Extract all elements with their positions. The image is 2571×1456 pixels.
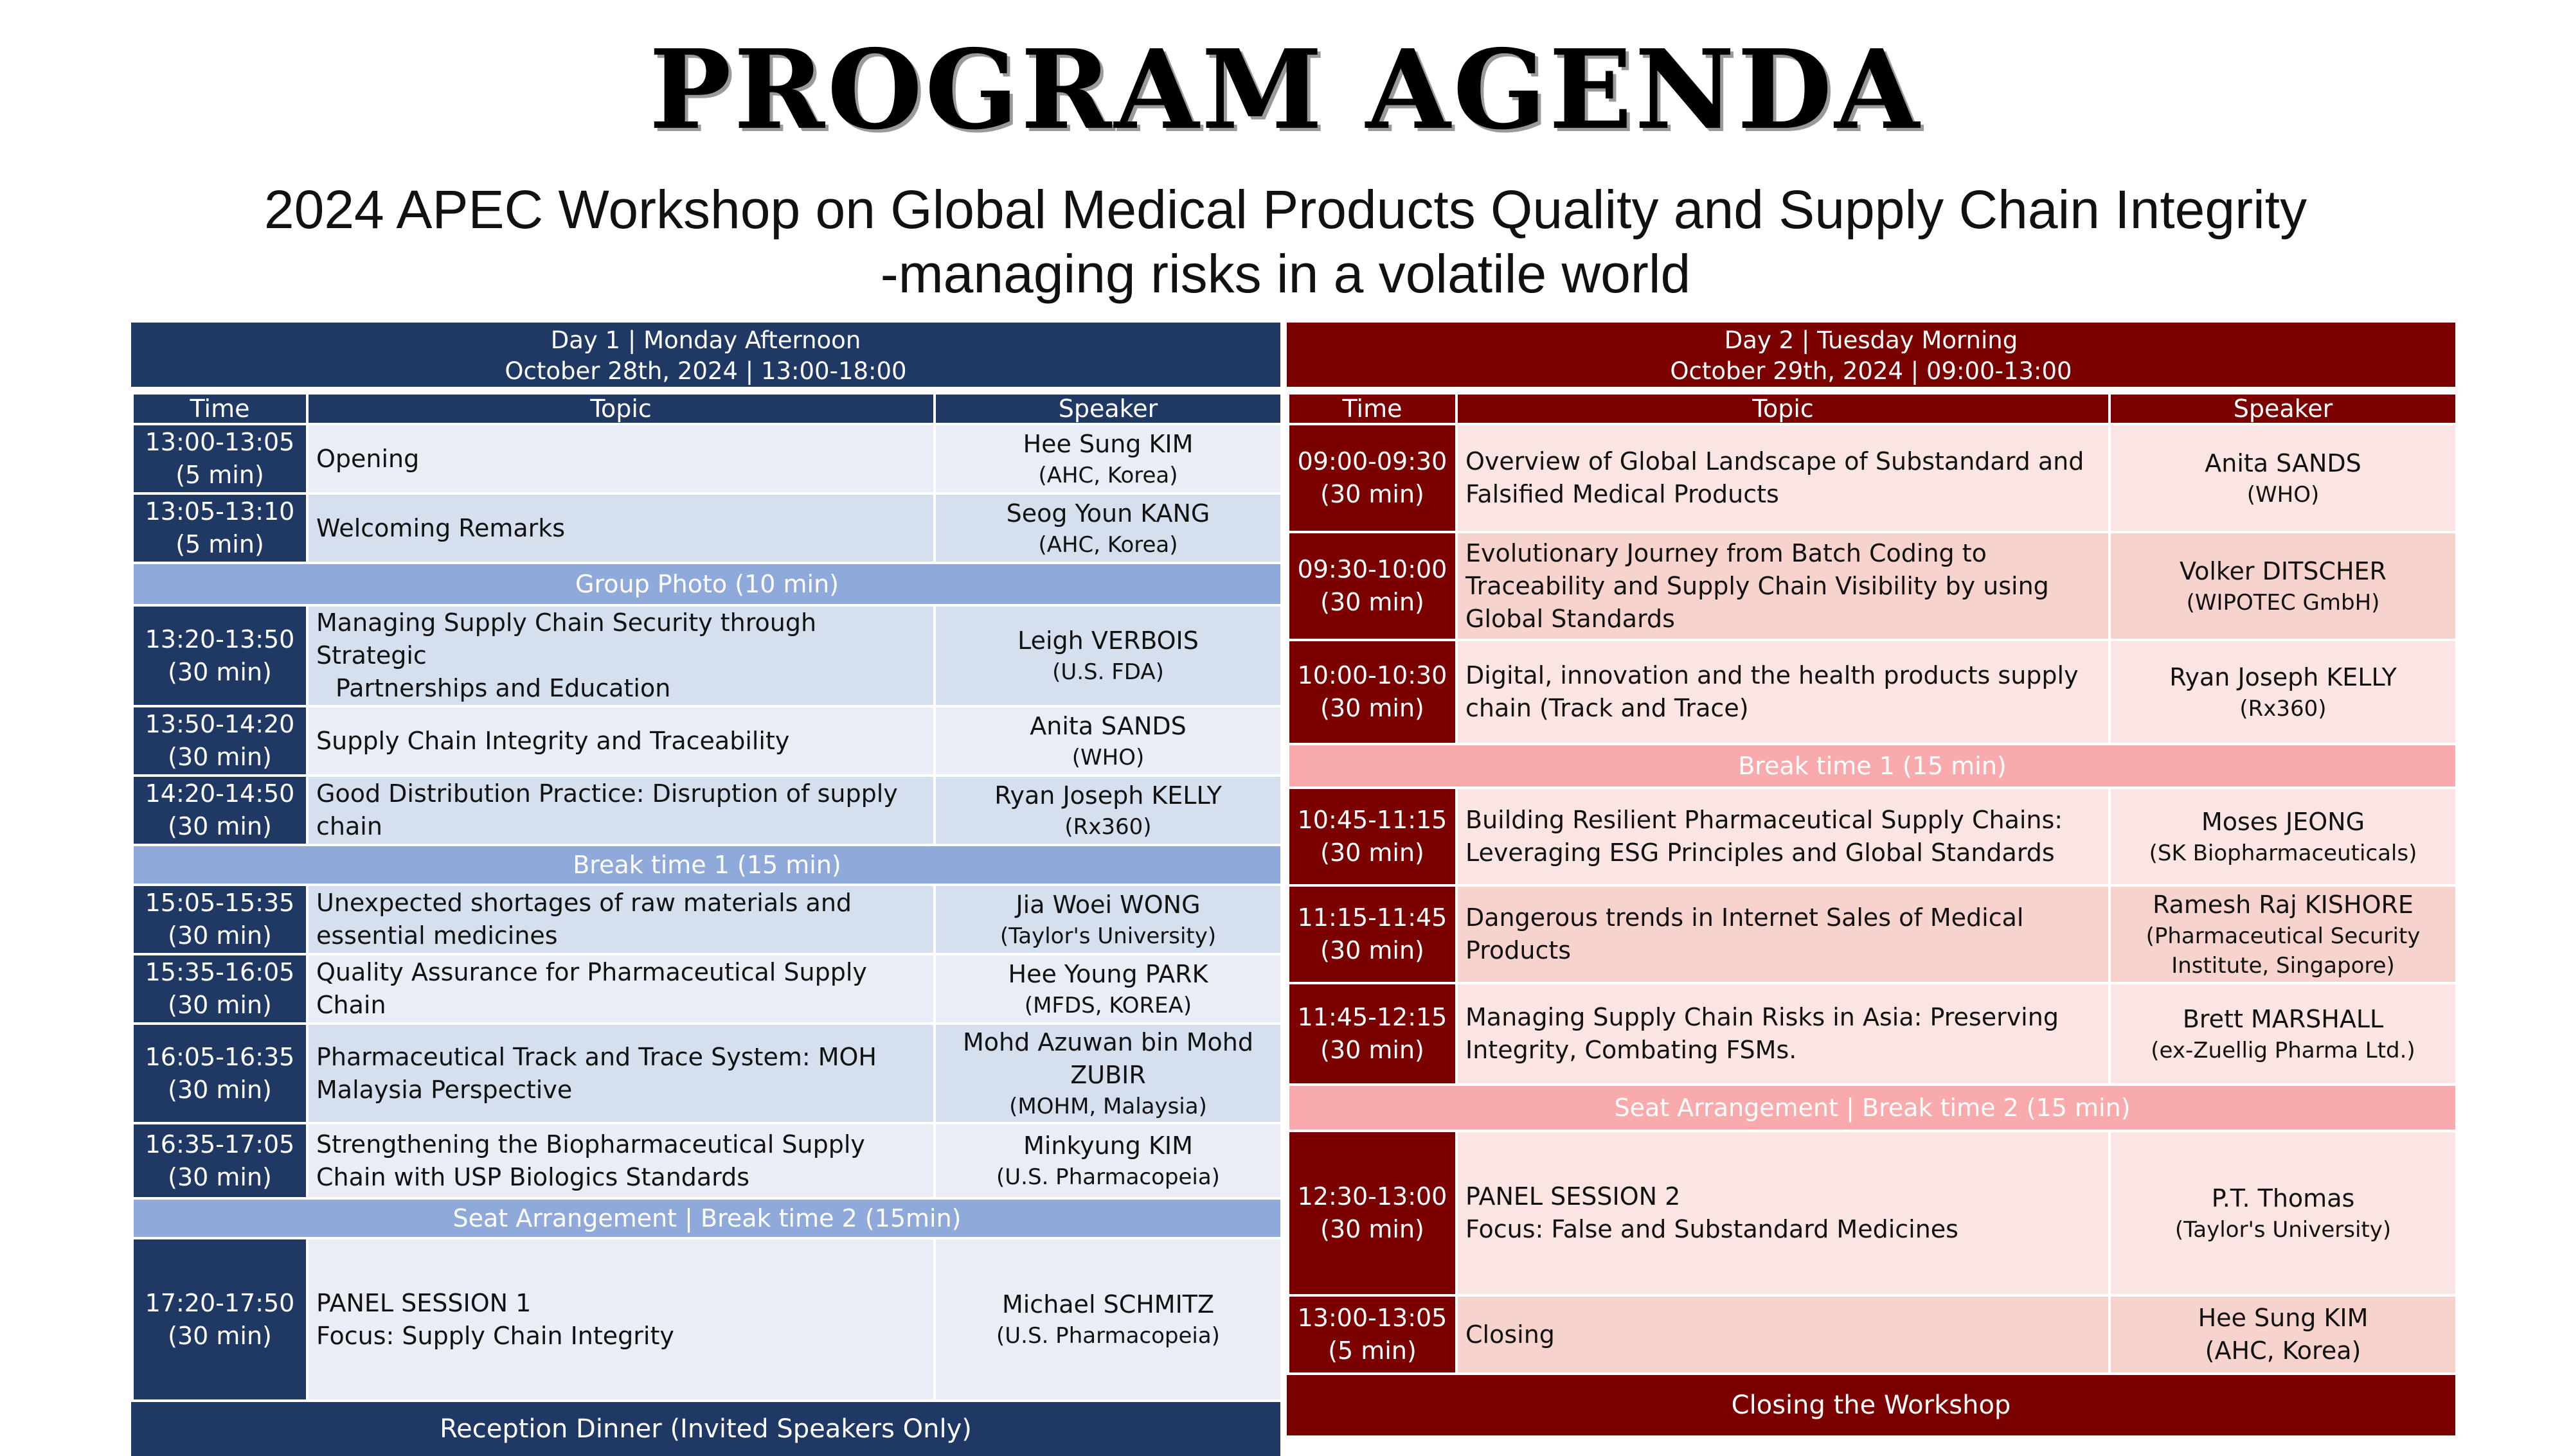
break-label: Seat Arrangement | Break time 2 (15min) [132,1198,1282,1238]
table-row [132,493,1282,563]
session-topic: Unexpected shortages of raw materials and essential medicines [307,885,935,954]
col-topic: Topic [1456,393,2110,424]
session-time: 09:30-10:00 (30 min) [1288,532,1456,640]
break-label: Group Photo (10 min) [132,563,1282,605]
day1-footer: Reception Dinner (Invited Speakers Only) [131,1402,1280,1456]
table-row [1288,640,2457,744]
session-speaker: Hee Young PARK (MFDS, KOREA) [935,954,1282,1024]
session-topic: Supply Chain Integrity and Traceability [307,706,935,776]
break-row [132,563,1282,605]
day2-header-title: Day 2 | Tuesday Morning [1724,326,2018,354]
table-row [132,776,1282,845]
session-topic: Evolutionary Journey from Batch Coding to Traceability and Supply Chain Visibility by using Global Standards [1456,532,2110,640]
day1-header [131,323,1280,387]
session-time: 10:00-10:30 (30 min) [1288,640,1456,744]
day1-header-title: Day 1 | Monday Afternoon [550,326,861,354]
session-time: 09:00-09:30 (30 min) [1288,424,1456,532]
session-time: 16:35-17:05 (30 min) [132,1123,307,1198]
table-row [1288,983,2457,1085]
session-speaker: Michael SCHMITZ (U.S. Pharmacopeia) [935,1238,1282,1401]
session-topic: Overview of Global Landscape of Substandard and Falsified Medical Products [1456,424,2110,532]
break-label: Break time 1 (15 min) [1288,744,2457,788]
day2-header [1287,323,2455,387]
session-topic: Managing Supply Chain Risks in Asia: Preserving Integrity, Combating FSMs. [1456,983,2110,1085]
workshop-subtitle: -managing risks in a volatile world [880,244,1691,304]
col-time: Time [1288,393,1456,424]
table-row [1288,424,2457,532]
session-speaker: Minkyung KIM (U.S. Pharmacopeia) [935,1123,1282,1198]
session-speaker: Hee Sung KIM (AHC, Korea) [2110,1295,2457,1374]
session-speaker: Jia Woei WONG (Taylor's University) [935,885,1282,954]
session-speaker: Mohd Azuwan bin Mohd ZUBIR (MOHM, Malaysia) [935,1024,1282,1123]
table-row [132,885,1282,954]
break-label: Seat Arrangement | Break time 2 (15 min) [1288,1085,2457,1131]
day2-footer: Closing the Workshop [1287,1375,2455,1435]
day2-schedule [1287,323,2455,1435]
session-speaker: Volker DITSCHER (WIPOTEC GmbH) [2110,532,2457,640]
table-header-row [1288,393,2457,424]
session-topic: Pharmaceutical Track and Trace System: MOH Malaysia Perspective [307,1024,935,1123]
session-topic: Strengthening the Biopharmaceutical Supply Chain with USP Biologics Standards [307,1123,935,1198]
session-speaker: P.T. Thomas (Taylor's University) [2110,1131,2457,1295]
table-row [1288,1131,2457,1295]
session-time: 13:20-13:50 (30 min) [132,605,307,706]
session-time: 15:35-16:05 (30 min) [132,954,307,1024]
session-time: 10:45-11:15 (30 min) [1288,788,1456,885]
session-time: 15:05-15:35 (30 min) [132,885,307,954]
table-row [132,605,1282,706]
session-time: 12:30-13:00 (30 min) [1288,1131,1456,1295]
day1-table [131,392,1283,1402]
page-title: PROGRAM AGENDA [649,26,1922,154]
session-topic: Managing Supply Chain Security through Strategic Partnerships and Education [307,605,935,706]
session-speaker: Hee Sung KIM (AHC, Korea) [935,424,1282,493]
session-topic: Building Resilient Pharmaceutical Supply Chains: Leveraging ESG Principles and Global Standards [1456,788,2110,885]
session-time: 13:00-13:05 (5 min) [132,424,307,493]
session-topic: PANEL SESSION 1 Focus: Supply Chain Integrity [307,1238,935,1401]
session-topic: Dangerous trends in Internet Sales of Medical Products [1456,885,2110,983]
col-speaker: Speaker [935,393,1282,424]
table-row [1288,788,2457,885]
table-row [1288,532,2457,640]
session-topic: Opening [307,424,935,493]
session-topic: Welcoming Remarks [307,493,935,563]
session-time: 13:00-13:05 (5 min) [1288,1295,1456,1374]
session-speaker: Anita SANDS (WHO) [935,706,1282,776]
table-row [132,1024,1282,1123]
table-row [1288,885,2457,983]
break-row [132,845,1282,885]
session-speaker: Brett MARSHALL (ex-Zuellig Pharma Ltd.) [2110,983,2457,1085]
session-topic: Quality Assurance for Pharmaceutical Supply Chain [307,954,935,1024]
session-speaker: Moses JEONG (SK Biopharmaceuticals) [2110,788,2457,885]
session-time: 16:05-16:35 (30 min) [132,1024,307,1123]
session-topic: Digital, innovation and the health products supply chain (Track and Trace) [1456,640,2110,744]
table-header-row [132,393,1282,424]
workshop-title: 2024 APEC Workshop on Global Medical Products Quality and Supply Chain Integrity [264,179,2307,240]
break-row [1288,744,2457,788]
session-time: 13:50-14:20 (30 min) [132,706,307,776]
table-row [132,706,1282,776]
session-speaker: Ramesh Raj KISHORE (Pharmaceutical Security Institute, Singapore) [2110,885,2457,983]
table-row [132,1123,1282,1198]
session-time: 14:20-14:50 (30 min) [132,776,307,845]
session-topic: Closing [1456,1295,2110,1374]
col-topic: Topic [307,393,935,424]
session-speaker: Ryan Joseph KELLY (Rx360) [2110,640,2457,744]
break-row [132,1198,1282,1238]
session-speaker: Ryan Joseph KELLY (Rx360) [935,776,1282,845]
session-speaker: Anita SANDS (WHO) [2110,424,2457,532]
break-label: Break time 1 (15 min) [132,845,1282,885]
session-time: 11:15-11:45 (30 min) [1288,885,1456,983]
session-time: 11:45-12:15 (30 min) [1288,983,1456,1085]
session-speaker: Leigh VERBOIS (U.S. FDA) [935,605,1282,706]
col-speaker: Speaker [2110,393,2457,424]
day1-schedule [131,323,1280,1456]
session-speaker: Seog Youn KANG (AHC, Korea) [935,493,1282,563]
session-time: 17:20-17:50 (30 min) [132,1238,307,1401]
session-time: 13:05-13:10 (5 min) [132,493,307,563]
table-row [132,424,1282,493]
table-row [132,1238,1282,1401]
day2-table [1287,392,2458,1375]
day2-header-date: October 29th, 2024 | 09:00-13:00 [1670,357,2072,385]
table-row [132,954,1282,1024]
day1-header-date: October 28th, 2024 | 13:00-18:00 [505,357,907,385]
col-time: Time [132,393,307,424]
table-row [1288,1295,2457,1374]
session-topic: Good Distribution Practice: Disruption of supply chain [307,776,935,845]
session-topic: PANEL SESSION 2 Focus: False and Substandard Medicines [1456,1131,2110,1295]
break-row [1288,1085,2457,1131]
